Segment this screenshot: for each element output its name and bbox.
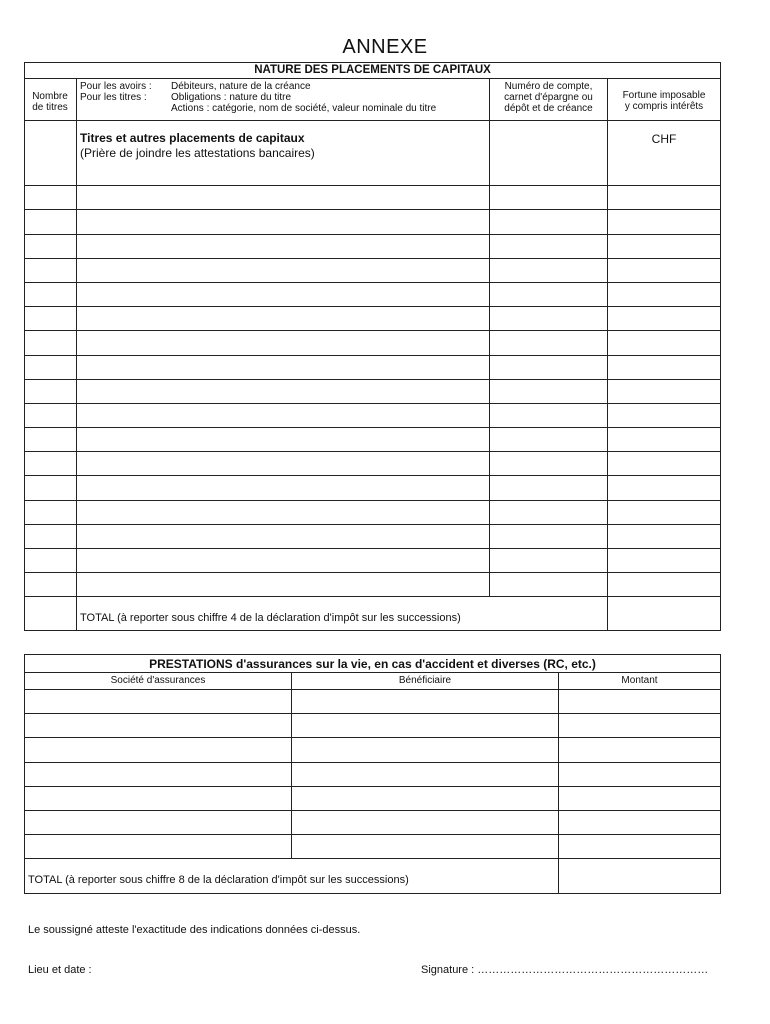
col-nombre-line1: Nombre [32,91,68,102]
prestations-total-label: TOTAL (à reporter sous chiffre 8 de la déclaration d'impôt sur les successions) [28,874,409,886]
col-beneficiaire-label: Bénéficiaire [398,675,452,686]
col-fortune-line2: y compris intérêts [624,101,704,112]
fortune-cell[interactable] [608,150,720,185]
titres-label: Pour les titres : [80,92,147,103]
placements-total-value[interactable] [608,597,720,630]
section-title: Titres et autres placements de capitaux [80,131,305,145]
desc-line-actions: Actions : catégorie, nom de société, valeur nominale du titre [171,103,437,114]
col-societe-label: Société d'assurances [110,675,206,686]
col-compte-line1: Numéro de compte, [504,81,593,92]
prestations-total-value[interactable] [559,859,720,893]
lieu-date-field[interactable] [100,958,330,980]
col-nombre-line2: de titres [32,102,68,113]
placements-header: NATURE DES PLACEMENTS DE CAPITAUX [254,64,491,76]
col-nombre-label [26,91,74,113]
avoirs-label: Pour les avoirs : [80,81,152,92]
desc-line-debiteurs: Débiteurs, nature de la créance [171,81,311,92]
col-compte-line2: carnet d'épargne ou [504,92,593,103]
desc-line-obligations: Obligations : nature du titre [171,92,292,103]
attestation-text: Le soussigné atteste l'exactitude des indications données ci-dessus. [28,924,361,936]
montant-cell[interactable] [559,690,720,713]
col-compte-label [490,81,607,114]
col-fortune-label [608,90,720,112]
col-fortune-line1: Fortune imposable [622,90,706,101]
societe-cell[interactable] [25,690,291,713]
prestations-header: PRESTATIONS d'assurances sur la vie, en cas d'accident et diverses (RC, etc.) [149,657,596,671]
currency-label: CHF [651,132,677,146]
page-title: ANNEXE [342,36,428,58]
placements-total-label: TOTAL (à reporter sous chiffre 4 de la déclaration d'impôt sur les successions) [80,612,461,624]
col-montant-label: Montant [621,675,658,686]
beneficiaire-cell[interactable] [292,690,558,713]
lieu-date-label: Lieu et date : [28,964,92,976]
signature-line: Signature : ……………………………………………………… [421,964,709,976]
signature-field[interactable] [480,958,725,980]
section-note: (Prière de joindre les attestations bancaires) [80,146,315,160]
compte-cell[interactable] [490,121,607,185]
col-compte-line3: dépôt et de créance [504,103,593,114]
nombre-titres-cell[interactable] [25,121,76,185]
